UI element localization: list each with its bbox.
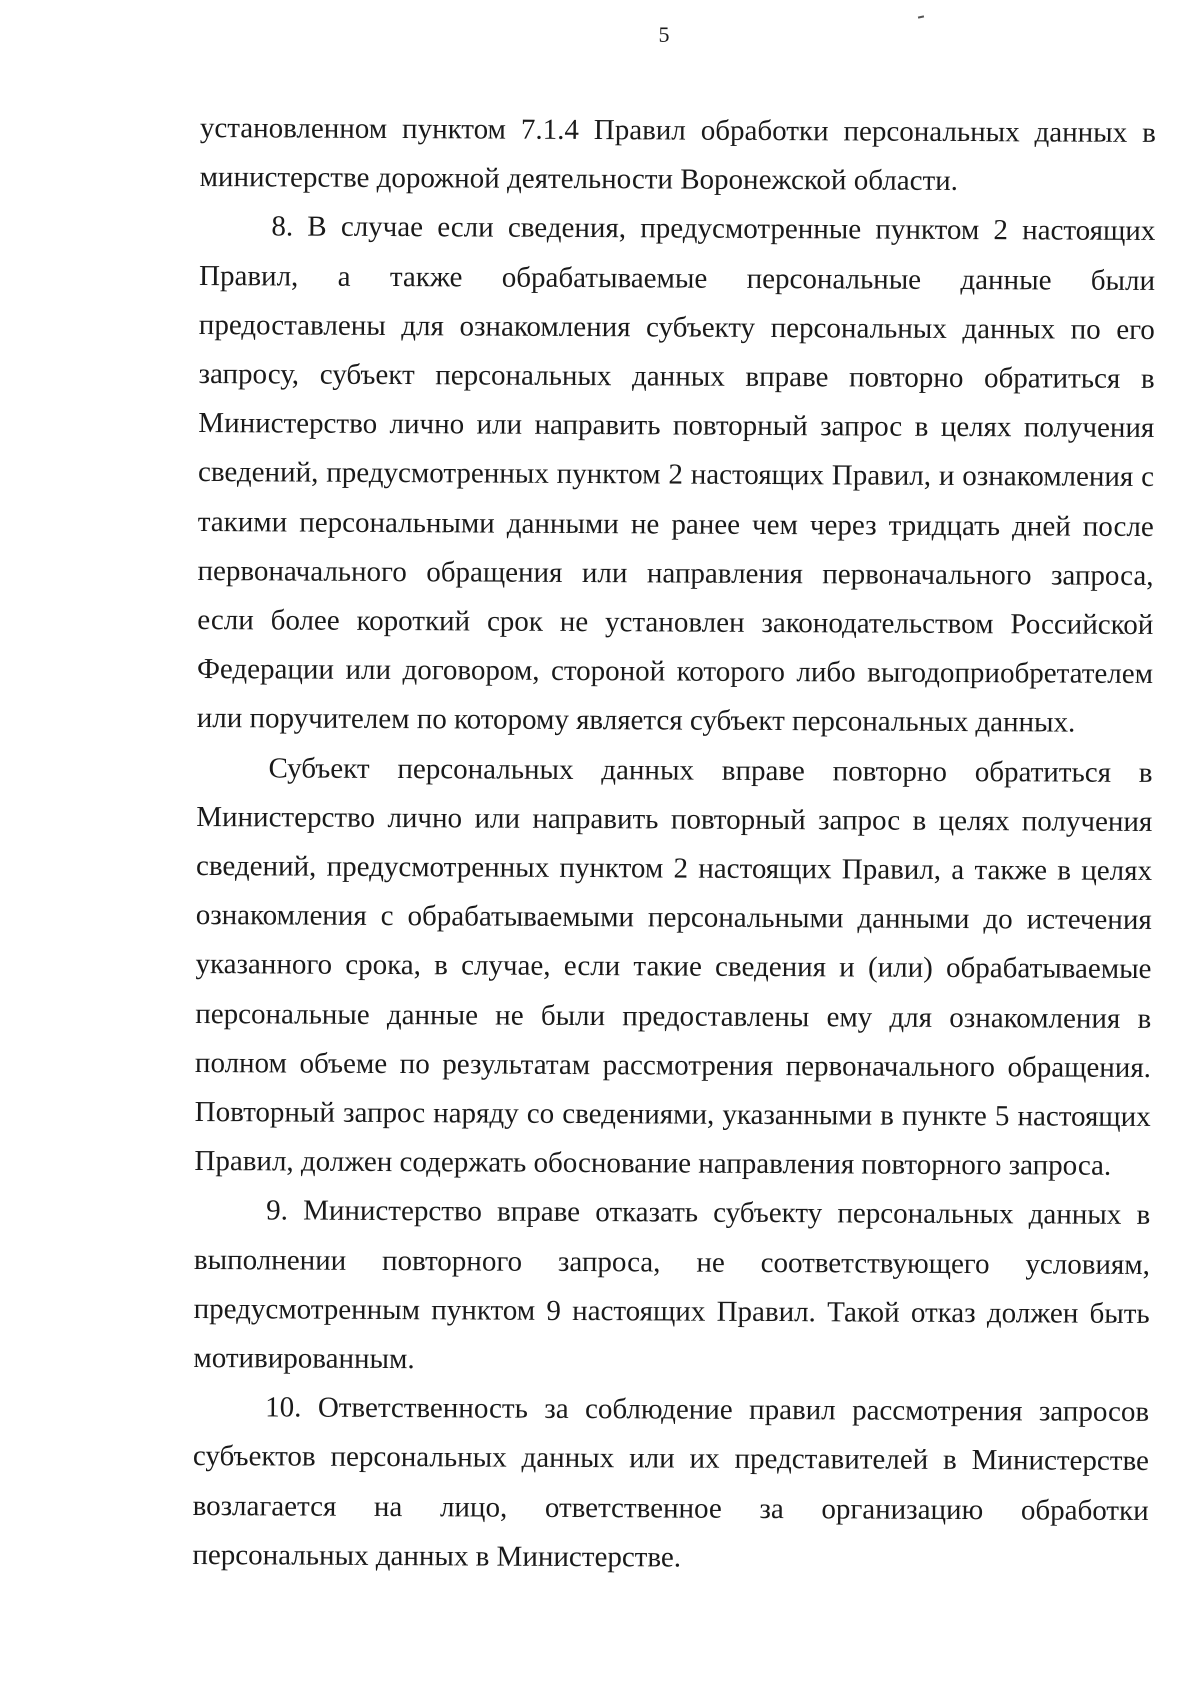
paragraph-item-8-repeat-request: Субъект персональных данных вправе повторно обратиться в Министерство лично или направить повторный запрос в целях получения сведений, предусмотренных пунктом 2 настоящих Правил, а также в целях ознакомления с обрабатываемыми персональными данными до истечения указанного срока, в случае, если такие сведения и (или) обрабатываемые персональные данные не были предоставлены ему для ознакомления в полном объеме по результатам рассмотрения первоначального обращения. Повторный запрос наряду со сведениями, указанными в пункте 5 настоящих Правил, должен содержать обоснование направления повторного запроса. xyxy=(194,752,1153,1183)
document-body xyxy=(192,104,1156,1585)
paragraph-continuation: установленном пунктом 7.1.4 Правил обработки персональных данных в министерстве дорожной деятельности Воронежской области. xyxy=(199,111,1156,198)
scan-speck xyxy=(918,15,924,18)
paragraph-item-9: 9. Министерство вправе отказать субъекту персональных данных в выполнении повторного запроса, не соответствующего условиям, предусмотренным пунктом 9 настоящих Правил. Такой отказ должен быть мотивированным. xyxy=(193,1194,1151,1376)
paragraph-item-10: 10. Ответственность за соблюдение правил рассмотрения запросов субъектов персональных данных или их представителей в Министерстве возлагается на лицо, ответственное за организацию обработки персональных данных в Министерстве. xyxy=(192,1391,1150,1574)
paragraph-item-8: 8. В случае если сведения, предусмотренные пунктом 2 настоящих Правил, а также обрабатываемые персональные данные были предоставлены для ознакомления субъекту персональных данных по его запросу, субъект персональных данных вправе повторно обратиться в Министерство лично или направить повторный запрос в целях получения сведений, предусмотренных пунктом 2 настоящих Правил, и ознакомления с такими персональными данными не ранее чем через тридцать дней после первоначального обращения или направления первоначального запроса, если более короткий срок не установлен законодательством Российской Федерации или договором, стороной которого либо выгодоприобретателем или поручителем по которому является субъект персональных данных. xyxy=(196,210,1156,740)
page-number: 5 xyxy=(658,22,670,47)
